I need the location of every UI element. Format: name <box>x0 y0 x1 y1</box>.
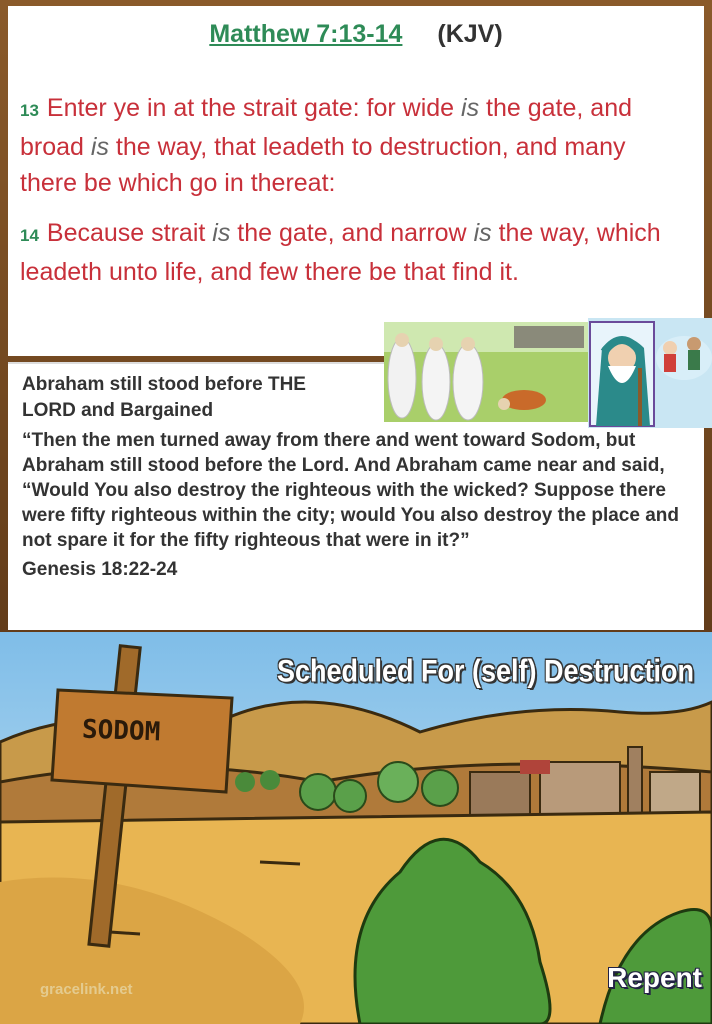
verse-reference-header <box>8 20 704 49</box>
verse-italic: is <box>461 94 480 122</box>
verse-number: 13 <box>20 101 39 120</box>
destruction-banner: Scheduled For (self) Destruction <box>276 653 694 689</box>
verse-text: Because strait <box>46 219 213 247</box>
angels-visit-illustration <box>384 322 588 422</box>
verse-text: the gate, and narrow <box>230 219 474 247</box>
verse-italic: is <box>90 133 109 161</box>
verse-text: the way, that leadeth to destruction, and many there be which go in thereat: <box>20 133 626 197</box>
verse-italic: is <box>212 219 231 247</box>
abraham-portrait-illustration <box>588 318 712 428</box>
quote-citation: Genesis 18:22-24 <box>22 559 178 580</box>
verse-list <box>20 90 680 304</box>
verse-14 <box>20 215 680 290</box>
verse-number: 14 <box>20 226 39 245</box>
bible-version: (KJV) <box>437 20 503 48</box>
verse-italic: is <box>473 219 492 247</box>
verse-text: the way, which leadeth unto life, and few there be that find it. <box>20 219 661 286</box>
verse-card <box>8 6 704 356</box>
verse-text: the gate, and broad <box>20 94 632 161</box>
verse-reference[interactable]: Matthew 7:13-14 <box>209 20 403 48</box>
quote-body <box>22 428 702 582</box>
verse-text: Enter ye in at the strait gate: for wide <box>46 94 462 122</box>
sodom-landscape <box>0 632 712 1024</box>
sodom-sign: SODOM <box>81 714 161 748</box>
quote-title: Abraham still stood before THE LORD and Bargained <box>22 374 306 421</box>
repent-label: Repent <box>607 962 702 993</box>
quote-text: “Then the men turned away from there and went toward Sodom, but Abraham still stood before the Lord. And Abraham came near and said, “Would You also destroy the righteous with the wicked? Suppose there were fifty righteous within the city; would You also destroy the place and not spare it for the fifty righteous that were in it?” <box>22 430 680 551</box>
gracelink-watermark: gracelink.net <box>40 981 133 998</box>
verse-13 <box>20 90 680 201</box>
sodom-cartoon <box>0 632 712 1024</box>
